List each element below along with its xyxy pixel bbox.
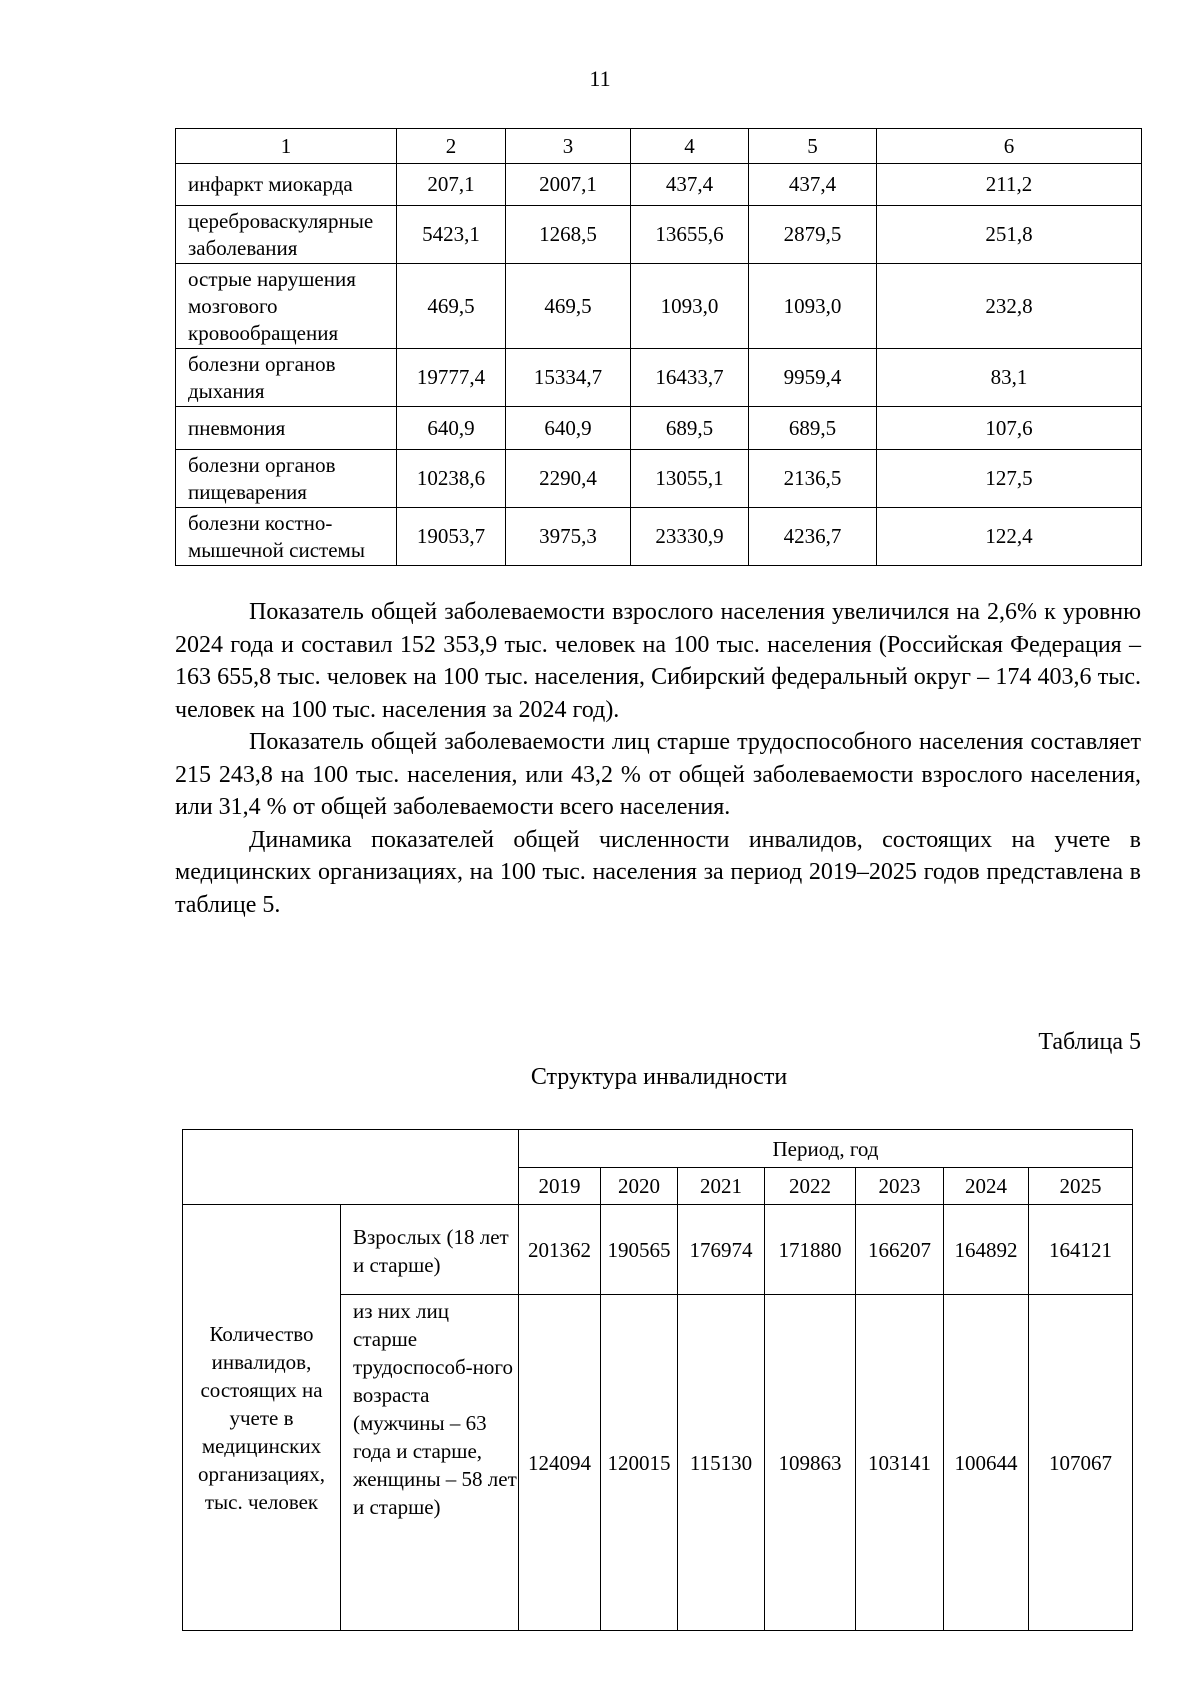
- year-header: 2022: [765, 1168, 856, 1205]
- column-number: 3: [506, 129, 631, 164]
- table-header-row: [176, 129, 1142, 164]
- table-row: [176, 349, 1142, 407]
- table-cell: 640,9: [397, 407, 506, 450]
- table-cell: 211,2: [877, 164, 1142, 206]
- table-cell: 122,4: [877, 508, 1142, 566]
- column-number: 5: [749, 129, 877, 164]
- column-number: 4: [631, 129, 749, 164]
- paragraph: Показатель общей заболеваемости взрослого населения увеличился на 2,6% к уровню 2024 года и составил 152 353,9 тыс. человек на 100 тыс. населения (Российская Федерация – 163 655,8 тыс. человек на 100 тыс. населения, Сибирский федеральный округ – 174 403,6 тыс. человек на 100 тыс. населения за 2024 год).: [175, 599, 1141, 723]
- table-cell: 5423,1: [397, 206, 506, 264]
- table-cell: 190565: [601, 1205, 678, 1295]
- table-row: [176, 164, 1142, 206]
- disability-table: [182, 1129, 1133, 1631]
- table-cell: 1093,0: [631, 264, 749, 349]
- row-header: Количество инвалидов, состоящих на учете в медицинских организациях, тыс. человек: [183, 1205, 341, 1631]
- table-cell: 19777,4: [397, 349, 506, 407]
- table-row: [176, 450, 1142, 508]
- table-cell: 689,5: [749, 407, 877, 450]
- table-cell: 164121: [1029, 1205, 1133, 1295]
- table-cell: 3975,3: [506, 508, 631, 566]
- table-caption: Таблица 5: [1038, 1029, 1141, 1055]
- column-number: 6: [877, 129, 1142, 164]
- table-cell: 437,4: [749, 164, 877, 206]
- table-cell: 100644: [944, 1295, 1029, 1631]
- table-cell: 201362: [519, 1205, 601, 1295]
- empty-header-cell: [183, 1130, 519, 1205]
- table-cell: 120015: [601, 1295, 678, 1631]
- table-row: [176, 407, 1142, 450]
- table-cell: 437,4: [631, 164, 749, 206]
- table-cell: 109863: [765, 1295, 856, 1631]
- row-label: Взрослых (18 лет и старше): [341, 1205, 519, 1295]
- table-cell: 16433,7: [631, 349, 749, 407]
- year-header: 2021: [678, 1168, 765, 1205]
- table-cell: 103141: [856, 1295, 944, 1631]
- table-cell: 107067: [1029, 1295, 1133, 1631]
- table-cell: 171880: [765, 1205, 856, 1295]
- table-cell: 2879,5: [749, 206, 877, 264]
- table-row: [183, 1205, 1133, 1295]
- table-cell: 251,8: [877, 206, 1142, 264]
- table-cell: 9959,4: [749, 349, 877, 407]
- table-row: [176, 508, 1142, 566]
- year-header: 2025: [1029, 1168, 1133, 1205]
- table-cell: 4236,7: [749, 508, 877, 566]
- row-label: инфаркт миокарда: [176, 164, 397, 206]
- period-header: Период, год: [519, 1130, 1133, 1168]
- column-number: 2: [397, 129, 506, 164]
- table-cell: 115130: [678, 1295, 765, 1631]
- table-cell: 1268,5: [506, 206, 631, 264]
- table-cell: 164892: [944, 1205, 1029, 1295]
- year-header: 2020: [601, 1168, 678, 1205]
- table-cell: 13655,6: [631, 206, 749, 264]
- table-cell: 19053,7: [397, 508, 506, 566]
- table-title: Структура инвалидности: [530, 1064, 788, 1090]
- table-cell: 176974: [678, 1205, 765, 1295]
- row-label: болезни костно-мышечной системы: [176, 508, 397, 566]
- year-header: 2023: [856, 1168, 944, 1205]
- row-label: болезни органов дыхания: [176, 349, 397, 407]
- table-cell: 107,6: [877, 407, 1142, 450]
- table-cell: 127,5: [877, 450, 1142, 508]
- table-cell: 1093,0: [749, 264, 877, 349]
- table-cell: 232,8: [877, 264, 1142, 349]
- table-cell: 689,5: [631, 407, 749, 450]
- period-header-row: [183, 1130, 1133, 1168]
- table-cell: 2007,1: [506, 164, 631, 206]
- row-label: острые нарушения мозгового кровообращения: [176, 264, 397, 349]
- year-header: 2024: [944, 1168, 1029, 1205]
- table-cell: 469,5: [397, 264, 506, 349]
- table-cell: 2290,4: [506, 450, 631, 508]
- table-cell: 469,5: [506, 264, 631, 349]
- row-label: из них лиц старше трудоспособ-ного возраста (мужчины – 63 года и старше, женщины – 58 лет и старше): [341, 1295, 519, 1631]
- row-label: пневмония: [176, 407, 397, 450]
- table-cell: 83,1: [877, 349, 1142, 407]
- table-cell: 2136,5: [749, 450, 877, 508]
- table-cell: 13055,1: [631, 450, 749, 508]
- table-cell: 10238,6: [397, 450, 506, 508]
- morbidity-table: [175, 128, 1142, 566]
- page-number: 11: [589, 66, 611, 91]
- paragraph: Показатель общей заболеваемости лиц старше трудоспособного населения составляет 215 243,8 на 100 тыс. населения, или 43,2 % от общей заболеваемости взрослого населения, или 31,4 % от общей заболеваемости всего населения.: [175, 729, 1141, 820]
- row-label: болезни органов пищеварения: [176, 450, 397, 508]
- table-cell: 124094: [519, 1295, 601, 1631]
- year-header: 2019: [519, 1168, 601, 1205]
- table-cell: 23330,9: [631, 508, 749, 566]
- table-row: [176, 264, 1142, 349]
- table-row: [176, 206, 1142, 264]
- table-cell: 15334,7: [506, 349, 631, 407]
- body-text: [175, 596, 1141, 921]
- paragraph: Динамика показателей общей численности инвалидов, состоящих на учете в медицинских организациях, на 100 тыс. населения за период 2019–2025 годов представлена в таблице 5.: [175, 826, 1141, 918]
- row-label: цереброваскулярные заболевания: [176, 206, 397, 264]
- table-cell: 207,1: [397, 164, 506, 206]
- column-number: 1: [176, 129, 397, 164]
- table-cell: 640,9: [506, 407, 631, 450]
- table-cell: 166207: [856, 1205, 944, 1295]
